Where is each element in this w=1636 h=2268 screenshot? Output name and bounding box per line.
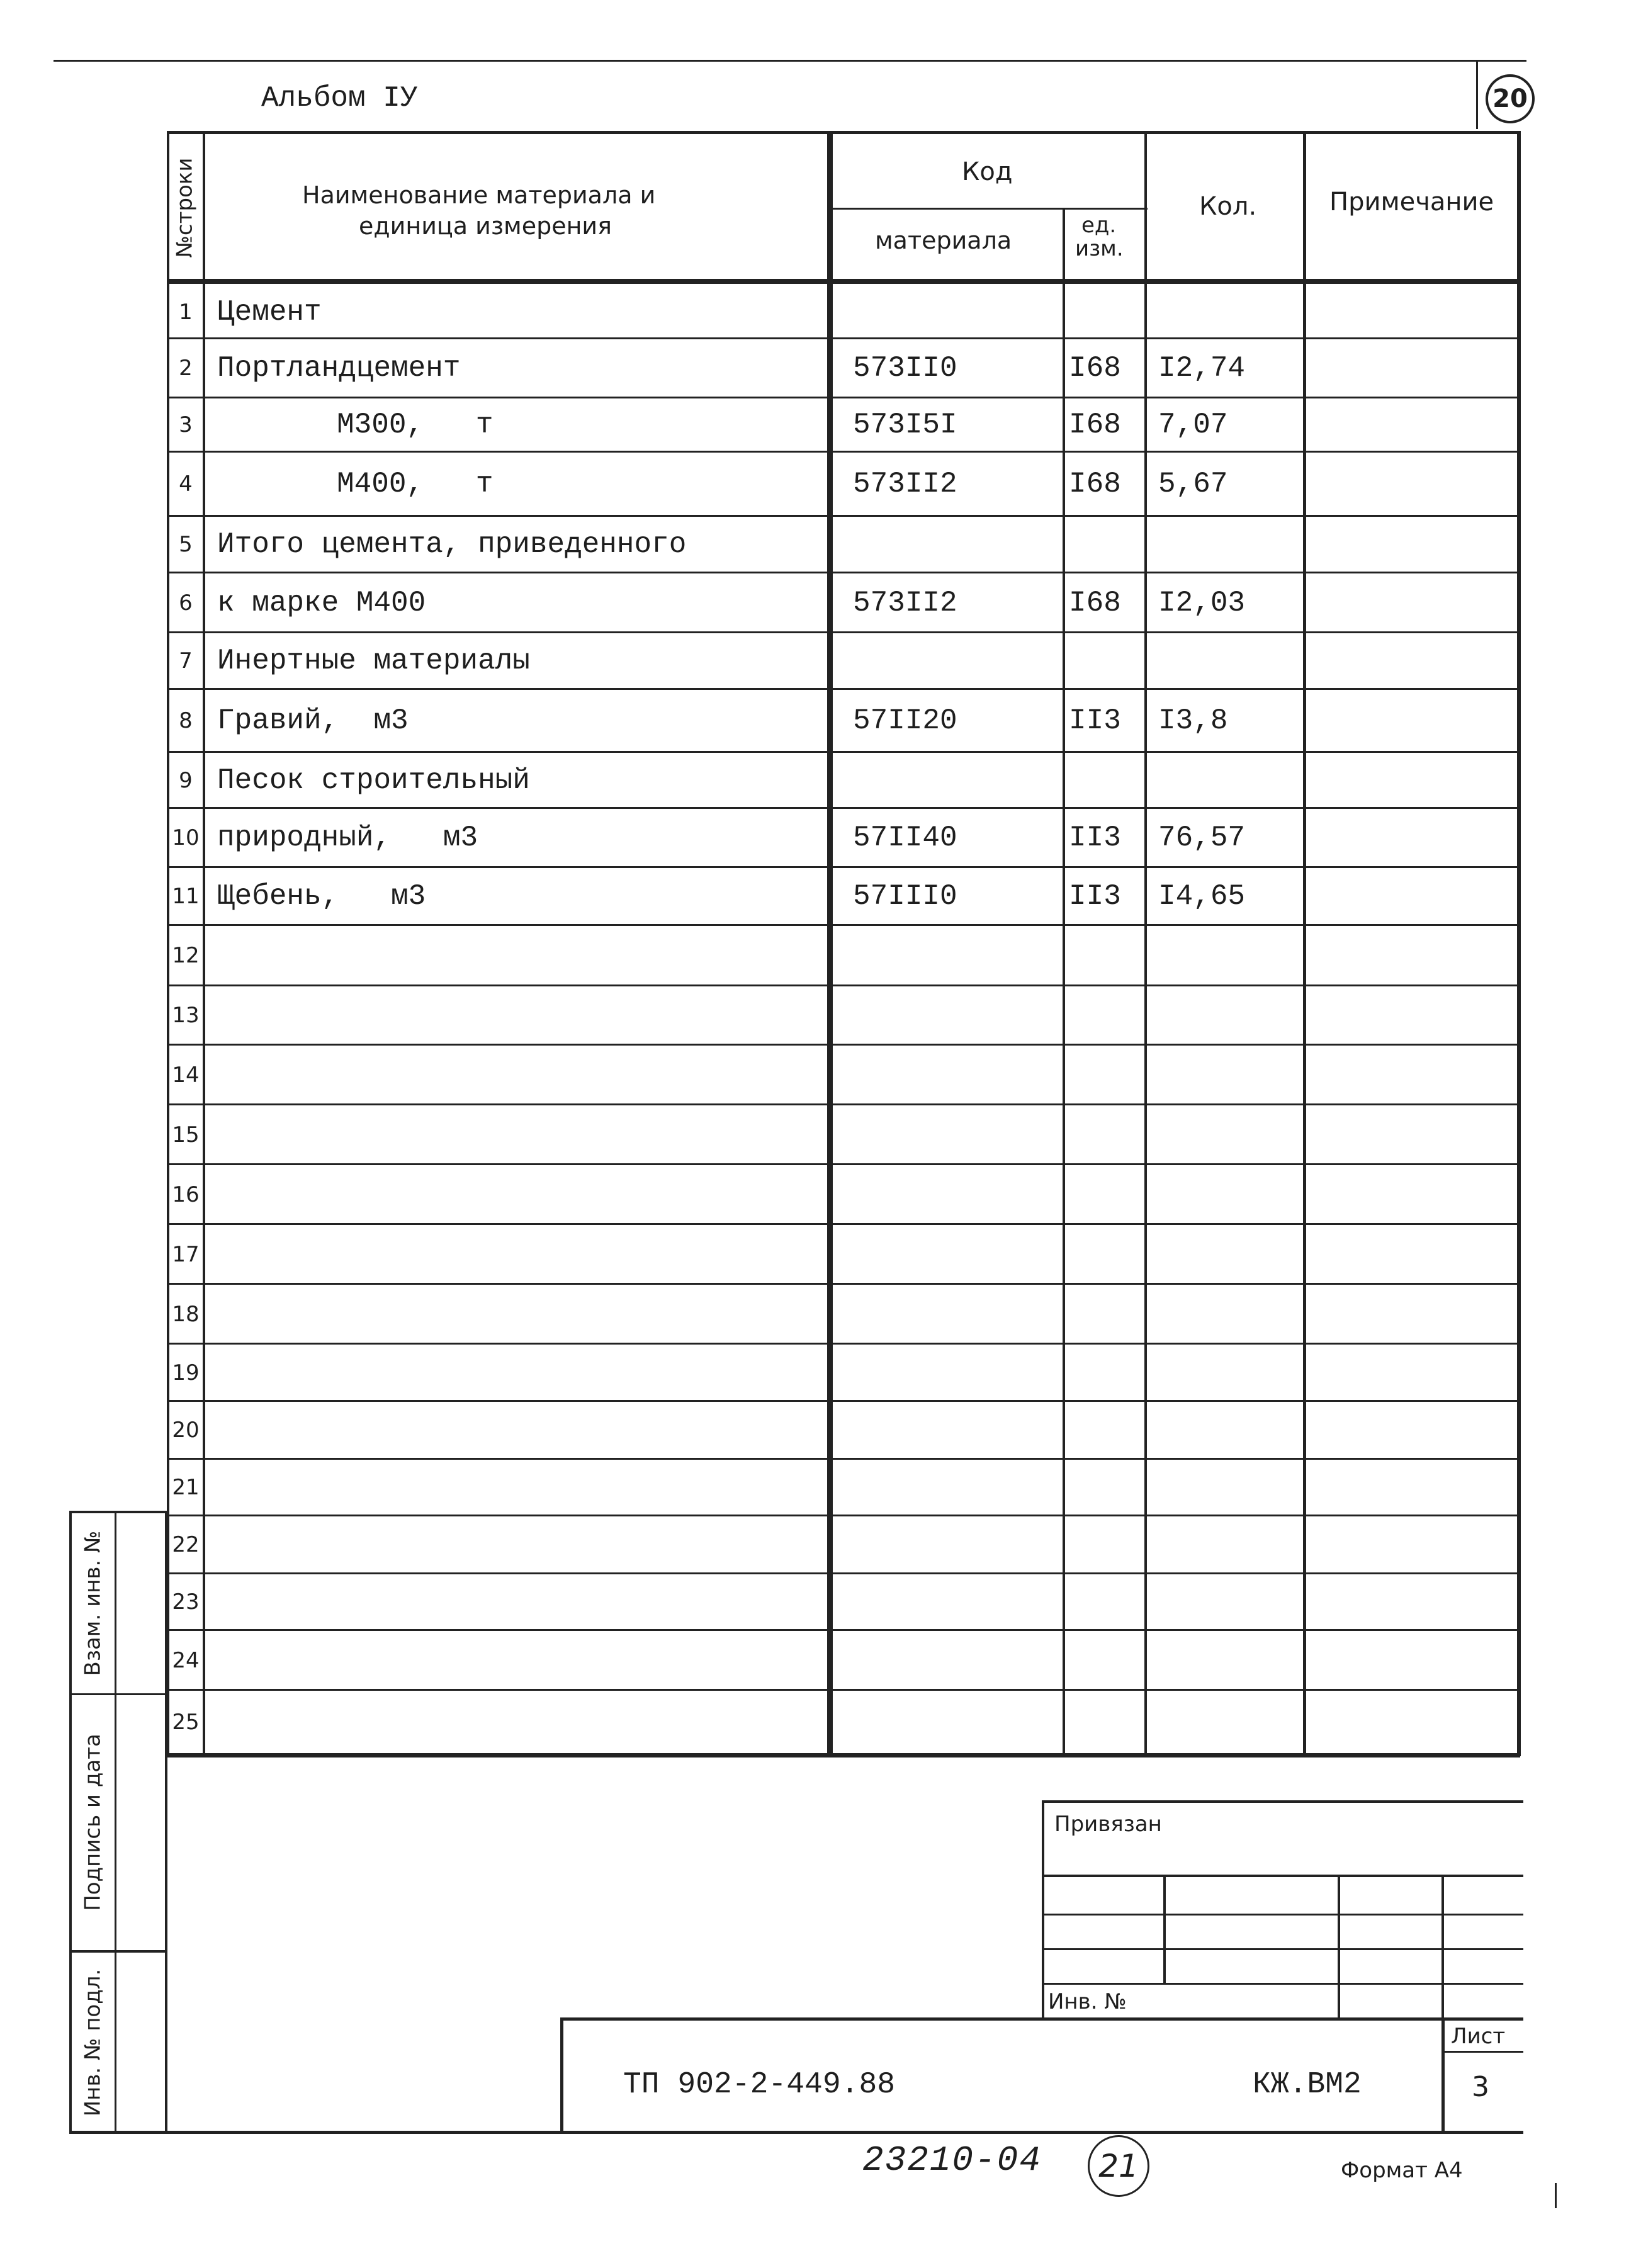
row-number: 18 [172,1302,200,1327]
table-row [167,1516,1520,1574]
binding-rule-3 [1042,1948,1523,1950]
row-number: 23 [172,1589,200,1615]
top-rule [54,60,1526,62]
header-material: материала [875,227,1012,254]
stamp-div-1 [69,1693,167,1695]
binding-col-1 [1163,1875,1166,1985]
row-material-name: Портландцемент [217,352,461,385]
row-quantity: 7,07 [1158,409,1228,441]
table-row [167,986,1520,1045]
binding-col-3 [1441,1875,1444,2019]
row-number: 9 [179,768,193,793]
row-number: 10 [172,825,200,850]
stamp-top [69,1511,167,1513]
title-sheet-number: 3 [1472,2071,1489,2103]
row-material-name: Итого цемента, приведенного [217,528,687,561]
row-number: 3 [179,412,193,437]
row-material-name: Песок строительный [217,764,530,797]
footer-circle-number: 21 [1098,2148,1139,2184]
table-row [167,1401,1520,1459]
row-number: 15 [172,1122,200,1148]
table-top-border [167,131,1520,134]
header-bottom-rule [167,279,1520,284]
title-block-top [560,2017,1523,2021]
row-number: 4 [179,471,193,497]
row-material-name: природный, м3 [217,821,478,854]
row-material-name: М300, т [337,409,494,441]
stamp-mid-border [115,1511,116,2134]
row-number: 25 [172,1710,200,1735]
binding-rule-4 [1042,1983,1523,1985]
header-row-no: №строки [172,157,198,258]
row-number: 24 [172,1648,200,1673]
table-row [167,1459,1520,1516]
row-number: 17 [172,1242,200,1267]
album-title: Альбом IУ [261,82,418,115]
row-unit-code: I68 [1069,409,1121,441]
row-material-name: Инертные материалы [217,645,530,677]
row-number: 12 [172,943,200,968]
title-block-sheet-left [1441,2017,1445,2134]
row-material-name: Цемент [217,296,322,329]
table-row [167,1344,1520,1401]
table-row [167,1284,1520,1344]
page-number: 20 [1492,84,1528,113]
title-block-left [560,2017,563,2134]
title-doc-mark: КЖ.ВМ2 [1253,2068,1362,2102]
table-row [167,1105,1520,1165]
row-quantity: I2,74 [1158,352,1246,385]
header-code: Код [962,157,1013,186]
row-material-code: 57II40 [853,821,957,854]
row-number: 22 [172,1532,200,1557]
binding-rule-2 [1042,1914,1523,1915]
footer-circle [1088,2135,1149,2197]
binding-privyazan: Привязан [1054,1812,1162,1837]
row-material-name: М400, т [337,468,494,500]
row-material-code: 573II0 [853,352,957,385]
stamp-inv-podl: Инв. № подл. [80,1968,106,2117]
row-quantity: I2,03 [1158,587,1246,619]
row-material-code: 573II2 [853,468,957,500]
header-unit-line1: ед. [1081,213,1117,238]
table-row [167,1690,1520,1754]
row-number: 14 [172,1063,200,1088]
row-quantity: 76,57 [1158,821,1246,854]
header-unit-line2: изм. [1075,236,1124,261]
header-name-line1: Наименование материала и [302,181,656,209]
binding-top [1042,1800,1523,1803]
binding-rule-1 [1042,1875,1523,1877]
header-note: Примечание [1329,188,1494,217]
title-sheet-label: Лист [1451,2024,1506,2049]
stamp-podpis: Подпись и дата [80,1734,106,1911]
binding-left [1042,1800,1044,2017]
page-right-edge-mark [1555,2183,1557,2208]
stamp-vzam: Взам. инв. № [80,1530,106,1676]
row-quantity: I4,65 [1158,880,1246,913]
binding-inv-no: Инв. № [1048,1989,1127,2014]
row-unit-code: II3 [1069,880,1121,913]
row-quantity: I3,8 [1158,704,1228,737]
row-unit-code: I68 [1069,352,1121,385]
row-unit-code: I68 [1069,468,1121,500]
header-name-line2: единица измерения [359,212,612,240]
row-number: 11 [172,884,200,909]
row-number: 8 [179,708,193,733]
stamp-right-border [165,1511,167,2134]
table-row [167,1630,1520,1690]
row-material-code: 57III0 [853,880,957,913]
table-row [167,1165,1520,1224]
row-material-name: к марке М400 [217,587,426,619]
footer-format: Формат А4 [1341,2158,1463,2183]
row-quantity: 5,67 [1158,468,1228,500]
row-number: 13 [172,1003,200,1028]
row-unit-code: II3 [1069,704,1121,737]
row-material-code: 573I5I [853,409,957,441]
row-unit-code: II3 [1069,821,1121,854]
row-material-name: Щебень, м3 [217,880,426,913]
row-number: 1 [179,300,193,325]
top-right-tick [1476,60,1478,129]
header-qty: Кол. [1199,192,1257,221]
row-number: 5 [179,532,193,557]
row-number: 2 [179,356,193,381]
table-row [167,1574,1520,1630]
row-number: 21 [172,1475,200,1500]
row-unit-code: I68 [1069,587,1121,619]
code-subheader-rule [830,208,1148,210]
row-number: 20 [172,1418,200,1443]
row-number: 6 [179,590,193,616]
row-material-name: Гравий, м3 [217,704,409,737]
footer-handwritten-no: 23210-04 [862,2140,1042,2181]
stamp-left-border [69,1511,72,2134]
row-material-code: 57II20 [853,704,957,737]
table-row [167,285,1520,339]
title-block-sheet-rule [1441,2051,1523,2053]
table-row [167,925,1520,986]
binding-col-2 [1338,1875,1340,2019]
page-bottom-rule [69,2131,1523,2134]
table-row [167,1045,1520,1105]
table-row [167,1224,1520,1284]
row-number: 7 [179,648,193,674]
page-number-circle [1486,74,1535,123]
title-doc-number: ТП 902-2-449.88 [623,2068,896,2102]
row-material-code: 573II2 [853,587,957,619]
row-number: 16 [172,1182,200,1207]
row-number: 19 [172,1360,200,1385]
